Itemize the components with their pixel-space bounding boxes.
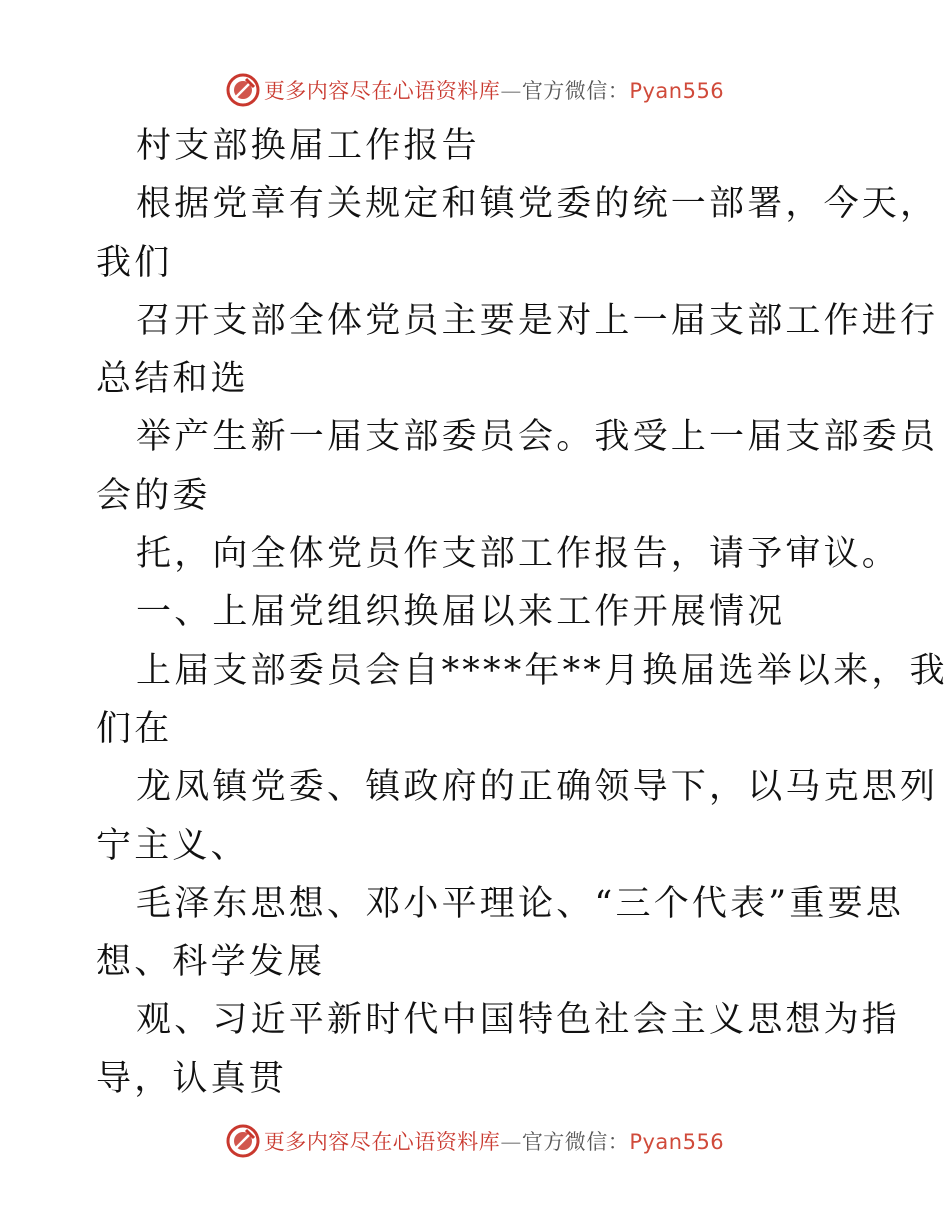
text-line: 我们 — [96, 242, 173, 283]
watermark-official: 官方微信： — [521, 1130, 630, 1154]
text-line: 村支部换届工作报告 — [136, 126, 480, 166]
text-line: 举产生新一届支部委员会。我受上一届支部委员 — [136, 417, 939, 458]
text-line: 们在 — [96, 708, 173, 749]
text-line: 龙凤镇党委、镇政府的正确领导下，以马克思列 — [136, 767, 939, 808]
watermark-official: 官方微信： — [521, 79, 630, 103]
text-line: 根据党章有关规定和镇党委的统一部署，今天， — [136, 184, 939, 225]
text-line: 一、上届党组织换届以来工作开展情况 — [136, 592, 786, 633]
text-line: 导，认真贯 — [96, 1058, 288, 1099]
text-line: 会的委 — [96, 475, 211, 516]
watermark-wechat-id: Pyan556 — [629, 79, 725, 103]
seal-logo-icon — [226, 1124, 260, 1158]
header-watermark — [0, 70, 950, 110]
text-line: 观、习近平新时代中国特色社会主义思想为指 — [136, 1000, 901, 1041]
document-body — [96, 117, 948, 1108]
text-line: 宁主义、 — [96, 825, 249, 866]
text-line: 总结和选 — [96, 359, 249, 400]
watermark-brand: 更多内容尽在心语资料库 — [263, 79, 501, 103]
text-line: 上届支部委员会自****年**月换届选举以来，我 — [136, 650, 948, 691]
watermark-wechat-id: Pyan556 — [629, 1130, 725, 1154]
seal-logo-icon — [226, 73, 260, 107]
text-line: 召开支部全体党员主要是对上一届支部工作进行 — [136, 300, 939, 341]
watermark-dash: — — [500, 79, 522, 103]
watermark-brand: 更多内容尽在心语资料库 — [263, 1130, 501, 1154]
watermark-dash: — — [500, 1130, 522, 1154]
footer-watermark — [0, 1121, 950, 1161]
text-line: 想、科学发展 — [96, 942, 326, 983]
text-line: 托，向全体党员作支部工作报告，请予审议。 — [136, 534, 901, 575]
text-line: 毛泽东思想、邓小平理论、“三个代表”重要思 — [136, 883, 904, 924]
